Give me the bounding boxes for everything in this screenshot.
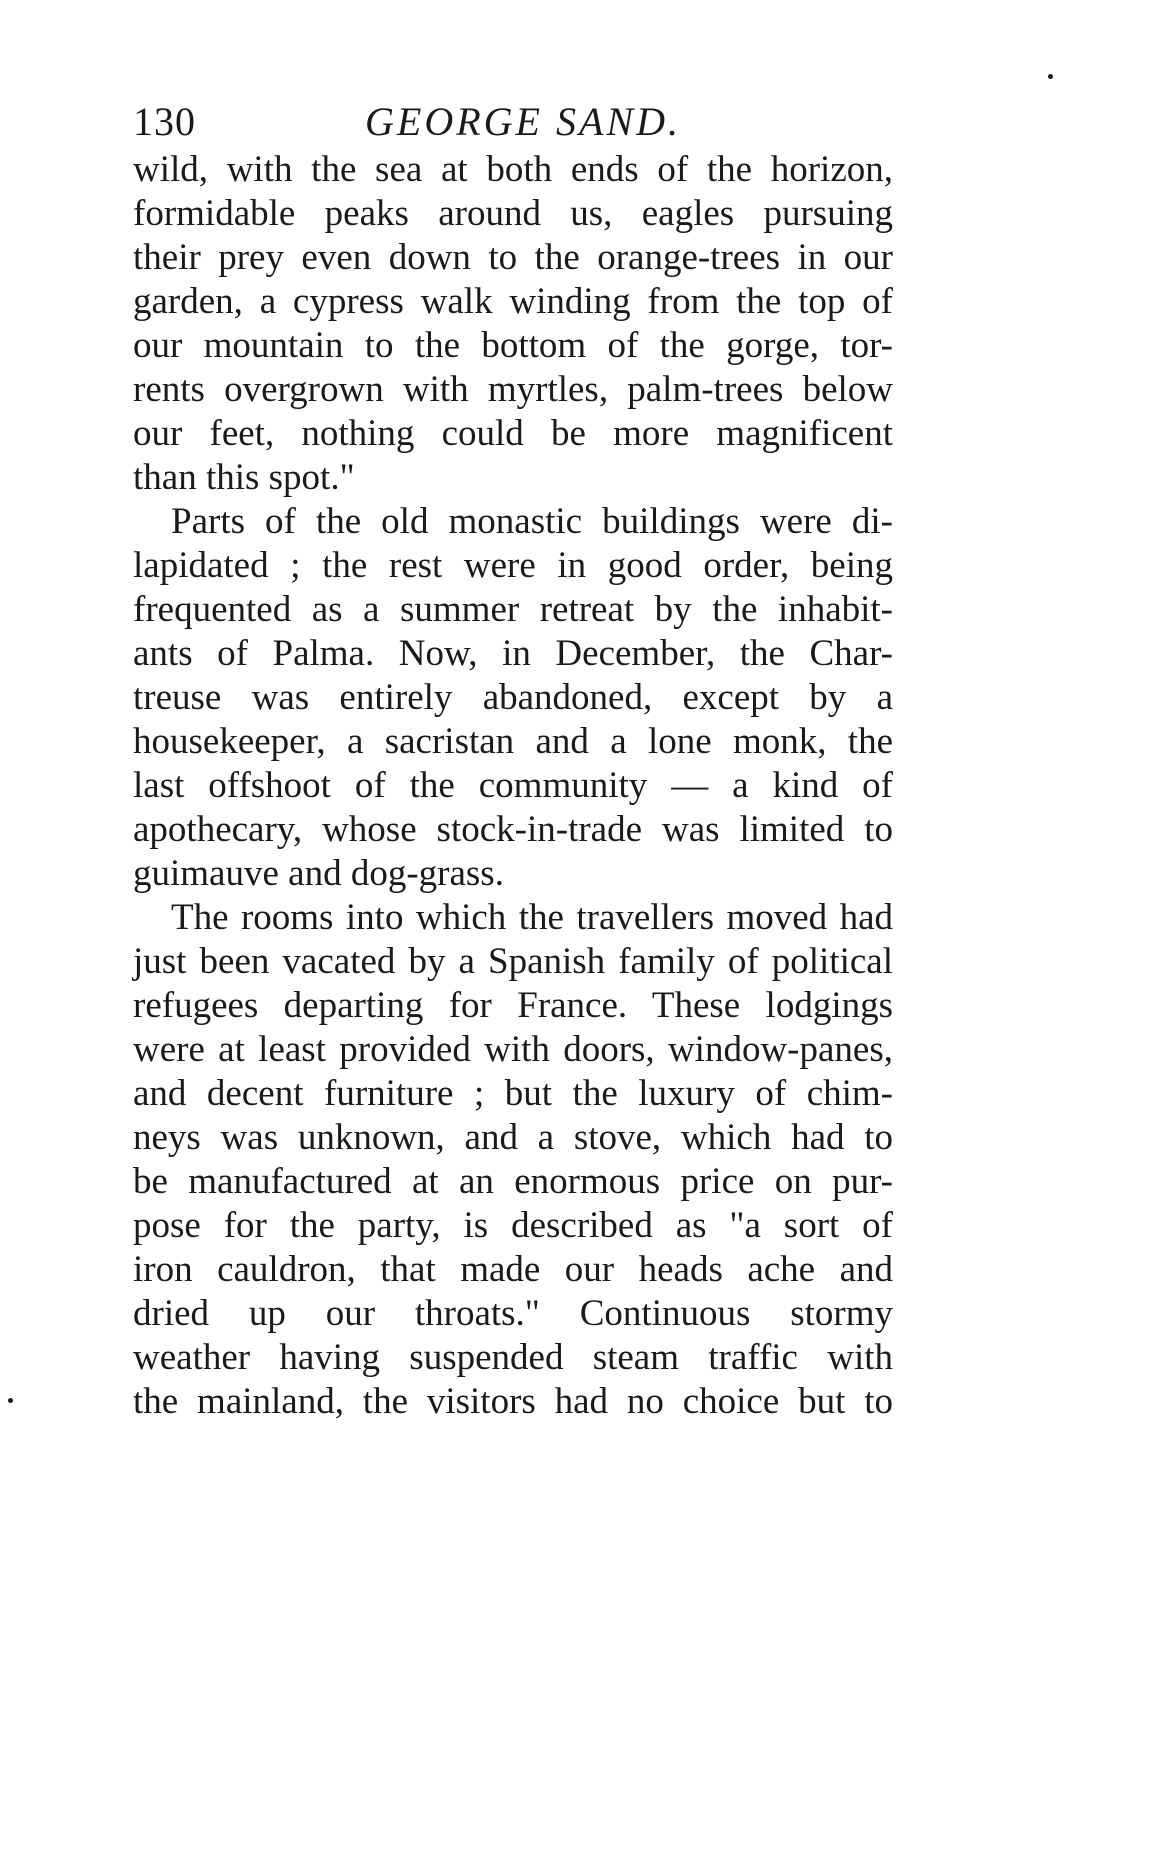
- text-line: refugees departing for France. These lodgings: [133, 985, 893, 1026]
- text-line: were at least provided with doors, window-panes,: [133, 1029, 893, 1070]
- running-title: GEORGE SAND.: [365, 99, 681, 144]
- text-line: just been vacated by a Spanish family of political: [133, 941, 893, 982]
- text-line: wild, with the sea at both ends of the horizon,: [133, 149, 893, 190]
- text-line: than this spot.": [133, 457, 355, 498]
- body-text: [133, 148, 893, 1424]
- text-line: frequented as a summer retreat by the inhabit-: [133, 589, 893, 630]
- text-line: our feet, nothing could be more magnificent: [133, 413, 893, 454]
- paragraph: [133, 500, 893, 896]
- text-line: and decent furniture ; but the luxury of chim-: [133, 1073, 893, 1114]
- text-line: treuse was entirely abandoned, except by a: [133, 677, 893, 718]
- text-line: ants of Palma. Now, in December, the Char-: [133, 633, 893, 674]
- scan-speck: [1048, 74, 1053, 79]
- paragraph: [133, 148, 893, 500]
- text-line: guimauve and dog-grass.: [133, 853, 504, 894]
- text-line: last offshoot of the community — a kind of: [133, 765, 893, 806]
- page-header: [0, 90, 1154, 150]
- text-line: rents overgrown with myrtles, palm-trees below: [133, 369, 893, 410]
- paragraph: [133, 896, 893, 1424]
- text-line: our mountain to the bottom of the gorge, tor-: [133, 325, 893, 366]
- text-line: garden, a cypress walk winding from the top of: [133, 281, 893, 322]
- text-line: Parts of the old monastic buildings were di-: [171, 501, 893, 542]
- page-number: 130: [133, 99, 196, 144]
- text-line: iron cauldron, that made our heads ache and: [133, 1249, 893, 1290]
- text-line: be manufactured at an enormous price on pur-: [133, 1161, 893, 1202]
- text-line: the mainland, the visitors had no choice but to: [133, 1381, 893, 1422]
- text-line: lapidated ; the rest were in good order, being: [133, 545, 893, 586]
- text-line: apothecary, whose stock-in-trade was limited to: [133, 809, 893, 850]
- text-line: their prey even down to the orange-trees in our: [133, 237, 893, 278]
- text-line: pose for the party, is described as "a sort of: [133, 1205, 893, 1246]
- text-line: The rooms into which the travellers moved had: [171, 897, 893, 938]
- scan-speck: [8, 1398, 13, 1403]
- text-line: dried up our throats." Continuous stormy: [133, 1293, 893, 1334]
- text-line: weather having suspended steam traffic with: [133, 1337, 893, 1378]
- text-line: housekeeper, a sacristan and a lone monk, the: [133, 721, 893, 762]
- text-line: neys was unknown, and a stove, which had to: [133, 1117, 893, 1158]
- text-line: formidable peaks around us, eagles pursuing: [133, 193, 893, 234]
